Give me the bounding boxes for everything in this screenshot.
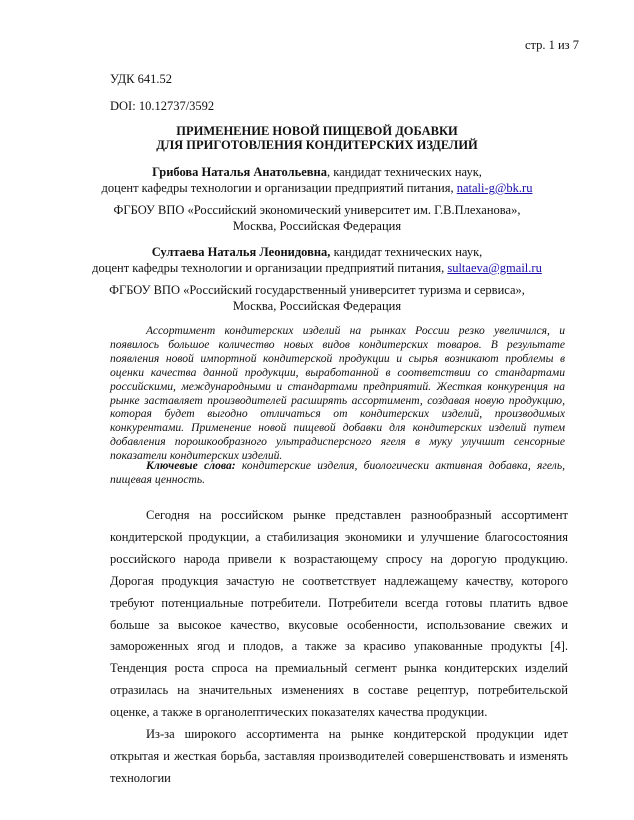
udk-code: УДК 641.52	[110, 72, 172, 86]
page-number: стр. 1 из 7	[524, 38, 579, 52]
doi: DOI: 10.12737/3592	[110, 99, 215, 113]
author-1	[60, 164, 574, 196]
author-1-affiliation	[60, 202, 574, 234]
keywords-label: Ключевые слова:	[146, 459, 236, 472]
author-2-name: Султаева Наталья Леонидовна,	[151, 245, 331, 259]
author-2	[60, 244, 574, 276]
article-body	[110, 505, 568, 790]
author-2-position: доцент кафедры технологии и организации предприятий питания,	[92, 261, 448, 275]
author-1-name: Грибова Наталья Анатольевна	[152, 165, 327, 179]
author-1-email-link[interactable]: natali-g@bk.ru	[456, 181, 533, 195]
org-1-line-1: ФГБОУ ВПО «Российский экономический университет им. Г.В.Плеханова»,	[113, 203, 521, 217]
author-2-email-link[interactable]: sultaeva@gmail.ru	[447, 261, 542, 275]
keywords	[110, 459, 565, 487]
title-line-1: ПРИМЕНЕНИЕ НОВОЙ ПИЩЕВОЙ ДОБАВКИ	[176, 124, 458, 138]
title-line-2: ДЛЯ ПРИГОТОВЛЕНИЯ КОНДИТЕРСКИХ ИЗДЕЛИЙ	[156, 138, 478, 152]
body-paragraph-2: Из-за широкого ассортимента на рынке кондитерской продукции идет открытая и жесткая борьба, заставляя производителей совершенствовать и изменять технологии	[110, 727, 568, 785]
author-1-position: доцент кафедры технологии и организации предприятий питания,	[101, 181, 457, 195]
org-2-line-2: Москва, Российская Федерация	[232, 299, 402, 313]
body-paragraph-1: Сегодня на российском рынке представлен разнообразный ассортимент кондитерской продукции, а стабилизация экономики и улучшение благосостояния российского народа привели к возрастающему спросу на дорогую продукцию. Дорогая продукция зачастую не соответствует надлежащему качеству, которого требуют потенциальные потребители. Потребители всегда готовы платить вдвое больше за высокое качество, вкусовые особенности, использование свежих и замороженных ягод и плодов, а также за красиво упакованные продукты [4]. Тенденция роста спроса на премиальный сегмент рынка кондитерских изделий отразилась на значительных изменениях в составе рецептур, потребительской оценке, а также в органолептических показателях качества продукции.	[110, 508, 568, 720]
article-title	[60, 124, 574, 152]
abstract: Ассортимент кондитерских изделий на рынках России резко увеличился, и появилось большое количество новых видов кондитерских товаров. В результате появления новой импортной кондитерской продукции и сырья возникают проблемы в оценки качества данной продукции, выработанной в соответствии со стандартами российскими, международными и стандартами предприятий. Жесткая конкуренция на рынке заставляет производителей расширять ассортимент, создавая новую продукцию, которая будет выгодно отличаться от кондитерских изделий, производимых конкурентами. Применение новой пищевой добавки для кондитерских изделий путем добавления порошкообразного ультрадисперсного ягеля в муку улучшит сенсорные показатели кондитерских изделий.	[110, 324, 565, 463]
author-1-degree: , кандидат технических наук,	[326, 165, 482, 179]
author-2-degree: кандидат технических наук,	[330, 245, 483, 259]
org-1-line-2: Москва, Российская Федерация	[232, 219, 402, 233]
org-2-line-1: ФГБОУ ВПО «Российский государственный университет туризма и сервиса»,	[109, 283, 525, 297]
author-2-affiliation	[60, 282, 574, 314]
keywords-text: кондитерские изделия, биологически активная добавка, ягель, пищевая ценность.	[110, 459, 566, 486]
